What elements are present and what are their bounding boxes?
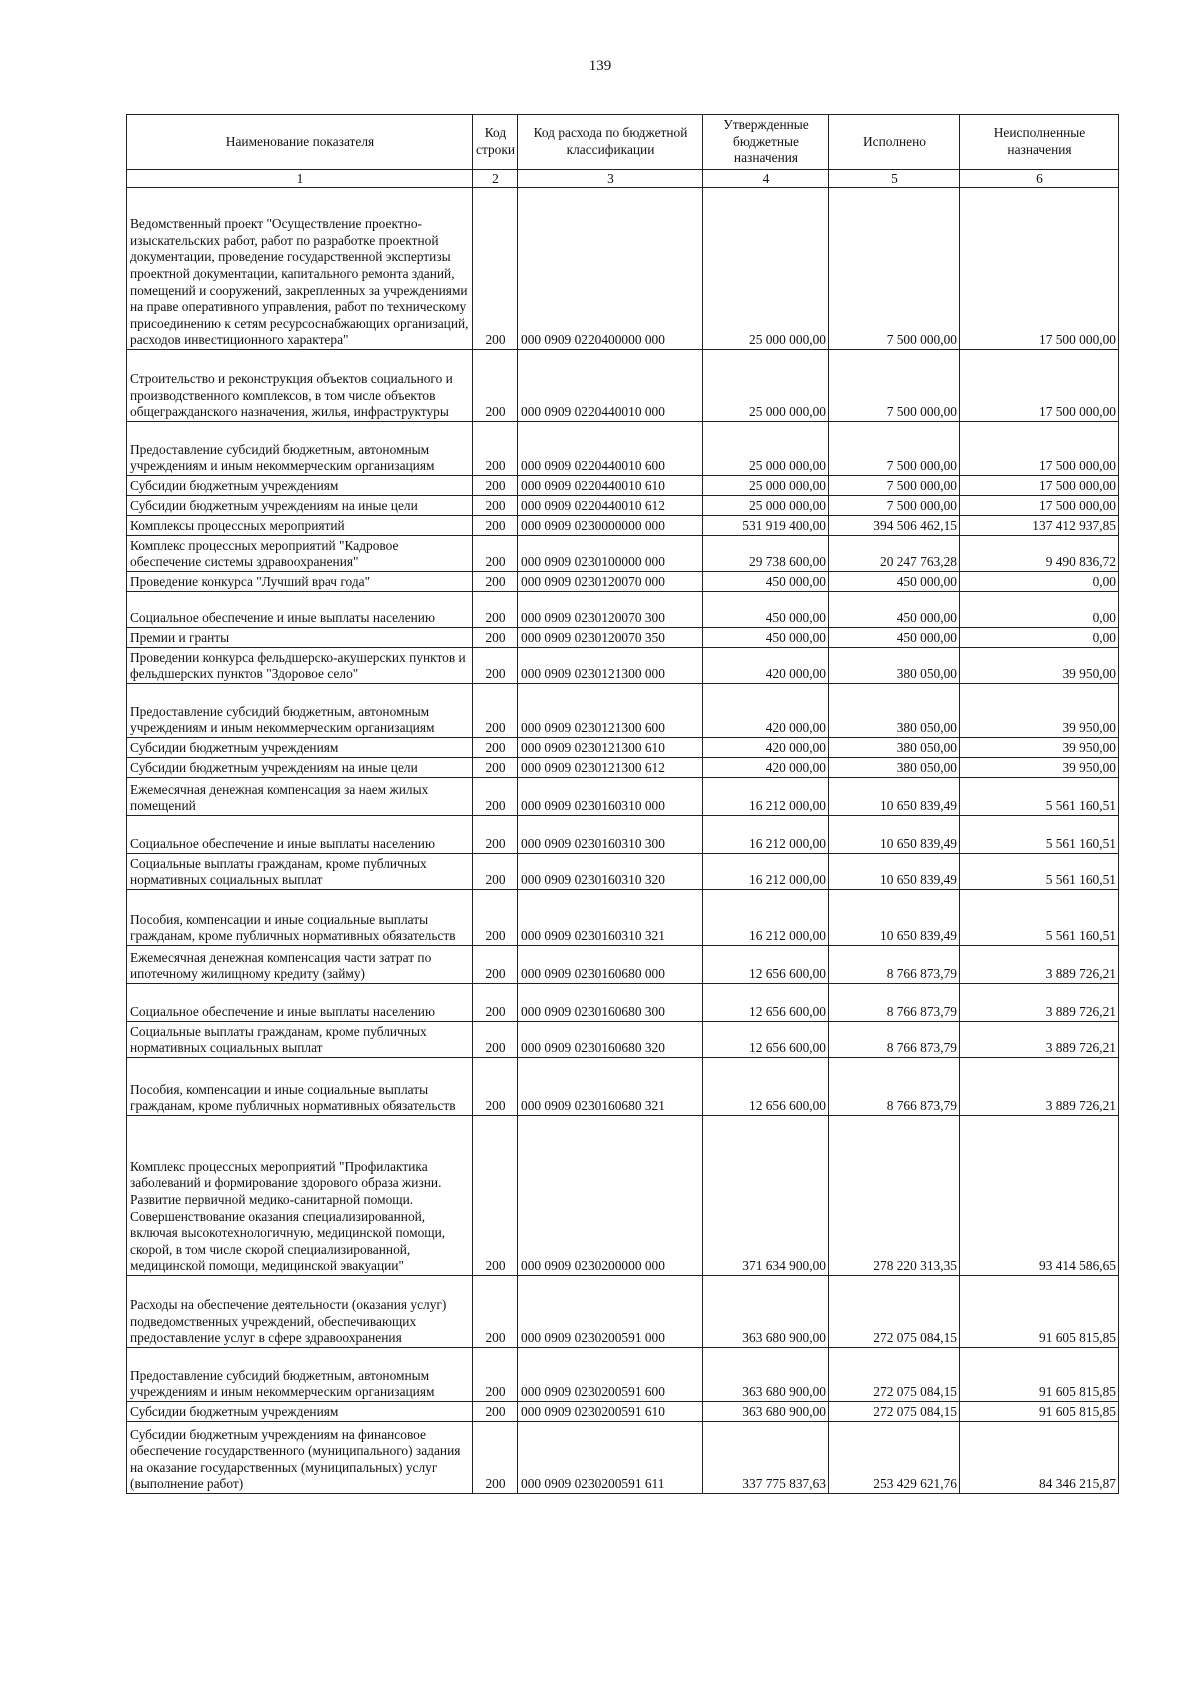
row-unexecuted-amount: 5 561 160,51 — [960, 778, 1119, 816]
row-name: Предоставление субсидий бюджетным, автономным учреждениям и иным некоммерческим организациям — [127, 422, 473, 476]
table-row — [127, 738, 1119, 758]
row-unexecuted-amount: 3 889 726,21 — [960, 1058, 1119, 1116]
row-approved-amount: 29 738 600,00 — [703, 536, 829, 572]
row-expense-code: 000 0909 0230121300 600 — [518, 684, 703, 738]
column-number: 6 — [960, 170, 1119, 188]
row-line-code: 200 — [473, 946, 518, 984]
row-line-code: 200 — [473, 628, 518, 648]
header-expense-code: Код расхода по бюджетной классификации — [518, 115, 703, 170]
row-unexecuted-amount: 17 500 000,00 — [960, 188, 1119, 350]
table-row — [127, 592, 1119, 628]
table-row — [127, 984, 1119, 1022]
row-name: Социальное обеспечение и иные выплаты населению — [127, 984, 473, 1022]
row-unexecuted-amount: 93 414 586,65 — [960, 1116, 1119, 1276]
table-header-row — [127, 115, 1119, 170]
row-expense-code: 000 0909 0220440010 610 — [518, 476, 703, 496]
row-line-code: 200 — [473, 648, 518, 684]
table-row — [127, 1348, 1119, 1402]
table-row — [127, 1422, 1119, 1494]
row-unexecuted-amount: 3 889 726,21 — [960, 1022, 1119, 1058]
row-line-code: 200 — [473, 422, 518, 476]
row-line-code: 200 — [473, 1402, 518, 1422]
row-approved-amount: 450 000,00 — [703, 572, 829, 592]
row-name: Строительство и реконструкция объектов социального и производственного комплексов, в том числе объектов общегражданского назначения, жилья, инфраструктуры — [127, 350, 473, 422]
table-row — [127, 516, 1119, 536]
row-line-code: 200 — [473, 1422, 518, 1494]
table-row — [127, 648, 1119, 684]
row-expense-code: 000 0909 0230121300 612 — [518, 758, 703, 778]
row-executed-amount: 7 500 000,00 — [829, 350, 960, 422]
row-line-code: 200 — [473, 350, 518, 422]
row-executed-amount: 7 500 000,00 — [829, 188, 960, 350]
row-line-code: 200 — [473, 476, 518, 496]
page-number: 139 — [588, 58, 612, 74]
row-name: Предоставление субсидий бюджетным, автономным учреждениям и иным некоммерческим организациям — [127, 1348, 473, 1402]
row-name: Предоставление субсидий бюджетным, автономным учреждениям и иным некоммерческим организациям — [127, 684, 473, 738]
row-name: Субсидии бюджетным учреждениям — [127, 1402, 473, 1422]
row-approved-amount: 363 680 900,00 — [703, 1276, 829, 1348]
row-line-code: 200 — [473, 592, 518, 628]
row-line-code: 200 — [473, 1276, 518, 1348]
row-unexecuted-amount: 17 500 000,00 — [960, 476, 1119, 496]
row-approved-amount: 12 656 600,00 — [703, 1022, 829, 1058]
row-unexecuted-amount: 0,00 — [960, 628, 1119, 648]
row-expense-code: 000 0909 0230120070 350 — [518, 628, 703, 648]
row-unexecuted-amount: 5 561 160,51 — [960, 854, 1119, 890]
row-executed-amount: 278 220 313,35 — [829, 1116, 960, 1276]
table-row — [127, 422, 1119, 476]
table-row — [127, 854, 1119, 890]
row-executed-amount: 10 650 839,49 — [829, 854, 960, 890]
header-approved: Утвержденные бюджетные назначения — [703, 115, 829, 170]
row-name: Ежемесячная денежная компенсация за наем жилых помещений — [127, 778, 473, 816]
row-expense-code: 000 0909 0230000000 000 — [518, 516, 703, 536]
header-unexecuted: Неисполненные назначения — [960, 115, 1119, 170]
header-indicator-name: Наименование показателя — [127, 115, 473, 170]
row-line-code: 200 — [473, 516, 518, 536]
row-approved-amount: 25 000 000,00 — [703, 350, 829, 422]
row-name: Субсидии бюджетным учреждениям на иные цели — [127, 496, 473, 516]
row-unexecuted-amount: 5 561 160,51 — [960, 890, 1119, 946]
row-expense-code: 000 0909 0230200591 611 — [518, 1422, 703, 1494]
row-expense-code: 000 0909 0230100000 000 — [518, 536, 703, 572]
row-expense-code: 000 0909 0230160310 321 — [518, 890, 703, 946]
row-executed-amount: 394 506 462,15 — [829, 516, 960, 536]
row-line-code: 200 — [473, 1116, 518, 1276]
row-executed-amount: 272 075 084,15 — [829, 1348, 960, 1402]
row-executed-amount: 8 766 873,79 — [829, 1058, 960, 1116]
table-row — [127, 816, 1119, 854]
row-executed-amount: 450 000,00 — [829, 592, 960, 628]
row-executed-amount: 10 650 839,49 — [829, 816, 960, 854]
table-row — [127, 758, 1119, 778]
row-approved-amount: 420 000,00 — [703, 684, 829, 738]
table-row — [127, 536, 1119, 572]
table-row — [127, 1116, 1119, 1276]
header-line-code: Код строки — [473, 115, 518, 170]
row-executed-amount: 7 500 000,00 — [829, 496, 960, 516]
table-row — [127, 1058, 1119, 1116]
row-expense-code: 000 0909 0220440010 612 — [518, 496, 703, 516]
row-executed-amount: 380 050,00 — [829, 738, 960, 758]
row-line-code: 200 — [473, 1348, 518, 1402]
table-row — [127, 496, 1119, 516]
row-unexecuted-amount: 91 605 815,85 — [960, 1348, 1119, 1402]
header-executed: Исполнено — [829, 115, 960, 170]
row-executed-amount: 7 500 000,00 — [829, 422, 960, 476]
row-expense-code: 000 0909 0230120070 300 — [518, 592, 703, 628]
table-row — [127, 778, 1119, 816]
column-number: 2 — [473, 170, 518, 188]
row-unexecuted-amount: 91 605 815,85 — [960, 1402, 1119, 1422]
row-executed-amount: 7 500 000,00 — [829, 476, 960, 496]
row-expense-code: 000 0909 0230120070 000 — [518, 572, 703, 592]
table-row — [127, 1022, 1119, 1058]
row-unexecuted-amount: 0,00 — [960, 572, 1119, 592]
row-executed-amount: 272 075 084,15 — [829, 1402, 960, 1422]
row-expense-code: 000 0909 0230160680 321 — [518, 1058, 703, 1116]
row-line-code: 200 — [473, 890, 518, 946]
row-line-code: 200 — [473, 684, 518, 738]
row-line-code: 200 — [473, 572, 518, 592]
row-unexecuted-amount: 17 500 000,00 — [960, 496, 1119, 516]
row-approved-amount: 25 000 000,00 — [703, 188, 829, 350]
row-line-code: 200 — [473, 816, 518, 854]
row-executed-amount: 8 766 873,79 — [829, 984, 960, 1022]
row-name: Комплекс процессных мероприятий "Кадровое обеспечение системы здравоохранения" — [127, 536, 473, 572]
row-executed-amount: 8 766 873,79 — [829, 946, 960, 984]
row-approved-amount: 450 000,00 — [703, 592, 829, 628]
row-expense-code: 000 0909 0230160680 320 — [518, 1022, 703, 1058]
row-approved-amount: 420 000,00 — [703, 758, 829, 778]
table-row — [127, 350, 1119, 422]
row-expense-code: 000 0909 0230200000 000 — [518, 1116, 703, 1276]
row-expense-code: 000 0909 0220400000 000 — [518, 188, 703, 350]
row-name: Ведомственный проект "Осуществление проектно-изыскательских работ, работ по разработке проектной документации, проведение государственной экспертизы проектной документации, капитального ремонта зданий, помещений и сооружений, закрепленных за учреждениями на праве оперативного управления, работ по техническому присоединению к сетям ресурсоснабжающих организаций, расходов инвестиционного характера" — [127, 188, 473, 350]
table-row — [127, 628, 1119, 648]
table-row — [127, 572, 1119, 592]
row-unexecuted-amount: 84 346 215,87 — [960, 1422, 1119, 1494]
row-approved-amount: 16 212 000,00 — [703, 778, 829, 816]
row-name: Социальные выплаты гражданам, кроме публичных нормативных социальных выплат — [127, 1022, 473, 1058]
table-row — [127, 946, 1119, 984]
row-executed-amount: 272 075 084,15 — [829, 1276, 960, 1348]
column-number: 1 — [127, 170, 473, 188]
row-line-code: 200 — [473, 188, 518, 350]
row-unexecuted-amount: 39 950,00 — [960, 648, 1119, 684]
row-executed-amount: 380 050,00 — [829, 758, 960, 778]
table-row — [127, 476, 1119, 496]
row-approved-amount: 363 680 900,00 — [703, 1402, 829, 1422]
row-approved-amount: 16 212 000,00 — [703, 890, 829, 946]
row-executed-amount: 380 050,00 — [829, 648, 960, 684]
row-approved-amount: 420 000,00 — [703, 738, 829, 758]
column-number: 3 — [518, 170, 703, 188]
row-unexecuted-amount: 39 950,00 — [960, 684, 1119, 738]
column-number: 4 — [703, 170, 829, 188]
row-expense-code: 000 0909 0230200591 600 — [518, 1348, 703, 1402]
row-expense-code: 000 0909 0230160680 300 — [518, 984, 703, 1022]
row-line-code: 200 — [473, 778, 518, 816]
row-expense-code: 000 0909 0230160310 300 — [518, 816, 703, 854]
row-approved-amount: 16 212 000,00 — [703, 854, 829, 890]
row-name: Пособия, компенсации и иные социальные выплаты гражданам, кроме публичных нормативных обязательств — [127, 1058, 473, 1116]
row-executed-amount: 380 050,00 — [829, 684, 960, 738]
row-expense-code: 000 0909 0230160310 320 — [518, 854, 703, 890]
row-unexecuted-amount: 17 500 000,00 — [960, 422, 1119, 476]
row-unexecuted-amount: 39 950,00 — [960, 758, 1119, 778]
row-line-code: 200 — [473, 536, 518, 572]
row-expense-code: 000 0909 0230200591 000 — [518, 1276, 703, 1348]
table-row — [127, 188, 1119, 350]
row-expense-code: 000 0909 0220440010 600 — [518, 422, 703, 476]
row-executed-amount: 20 247 763,28 — [829, 536, 960, 572]
table-row — [127, 890, 1119, 946]
row-name: Субсидии бюджетным учреждениям на иные цели — [127, 758, 473, 778]
budget-execution-table — [126, 114, 1119, 1494]
row-executed-amount: 10 650 839,49 — [829, 890, 960, 946]
row-name: Социальное обеспечение и иные выплаты населению — [127, 816, 473, 854]
row-approved-amount: 12 656 600,00 — [703, 1058, 829, 1116]
row-expense-code: 000 0909 0220440010 000 — [518, 350, 703, 422]
row-unexecuted-amount: 91 605 815,85 — [960, 1276, 1119, 1348]
row-line-code: 200 — [473, 738, 518, 758]
row-expense-code: 000 0909 0230200591 610 — [518, 1402, 703, 1422]
row-unexecuted-amount: 39 950,00 — [960, 738, 1119, 758]
row-name: Субсидии бюджетным учреждениям — [127, 738, 473, 758]
row-approved-amount: 531 919 400,00 — [703, 516, 829, 536]
row-approved-amount: 25 000 000,00 — [703, 422, 829, 476]
row-name: Социальные выплаты гражданам, кроме публичных нормативных социальных выплат — [127, 854, 473, 890]
row-name: Проведение конкурса "Лучший врач года" — [127, 572, 473, 592]
row-name: Пособия, компенсации и иные социальные выплаты гражданам, кроме публичных нормативных обязательств — [127, 890, 473, 946]
row-executed-amount: 450 000,00 — [829, 572, 960, 592]
column-number-row — [127, 170, 1119, 188]
row-expense-code: 000 0909 0230160310 000 — [518, 778, 703, 816]
row-line-code: 200 — [473, 496, 518, 516]
row-name: Ежемесячная денежная компенсация части затрат по ипотечному жилищному кредиту (займу) — [127, 946, 473, 984]
row-name: Расходы на обеспечение деятельности (оказания услуг) подведомственных учреждений, обеспечивающих предоставление услуг в сфере здравоохранения — [127, 1276, 473, 1348]
row-executed-amount: 450 000,00 — [829, 628, 960, 648]
row-approved-amount: 450 000,00 — [703, 628, 829, 648]
row-name: Комплекс процессных мероприятий "Профилактика заболеваний и формирование здорового образа жизни. Развитие первичной медико-санитарной помощи. Совершенствование оказания специализированной, включая высокотехнологичную, медицинской помощи, скорой, в том числе скорой специализированной, медицинской помощи, медицинской эвакуации" — [127, 1116, 473, 1276]
row-line-code: 200 — [473, 1058, 518, 1116]
row-unexecuted-amount: 0,00 — [960, 592, 1119, 628]
row-name: Субсидии бюджетным учреждениям на финансовое обеспечение государственного (муниципального) задания на оказание государственных (муниципальных) услуг (выполнение работ) — [127, 1422, 473, 1494]
row-executed-amount: 10 650 839,49 — [829, 778, 960, 816]
row-line-code: 200 — [473, 854, 518, 890]
row-approved-amount: 420 000,00 — [703, 648, 829, 684]
row-approved-amount: 12 656 600,00 — [703, 984, 829, 1022]
row-line-code: 200 — [473, 1022, 518, 1058]
row-expense-code: 000 0909 0230160680 000 — [518, 946, 703, 984]
row-approved-amount: 337 775 837,63 — [703, 1422, 829, 1494]
row-unexecuted-amount: 137 412 937,85 — [960, 516, 1119, 536]
row-approved-amount: 25 000 000,00 — [703, 476, 829, 496]
row-unexecuted-amount: 17 500 000,00 — [960, 350, 1119, 422]
row-unexecuted-amount: 5 561 160,51 — [960, 816, 1119, 854]
table-row — [127, 684, 1119, 738]
row-name: Социальное обеспечение и иные выплаты населению — [127, 592, 473, 628]
row-unexecuted-amount: 9 490 836,72 — [960, 536, 1119, 572]
row-name: Субсидии бюджетным учреждениям — [127, 476, 473, 496]
row-expense-code: 000 0909 0230121300 000 — [518, 648, 703, 684]
row-approved-amount: 12 656 600,00 — [703, 946, 829, 984]
row-name: Премии и гранты — [127, 628, 473, 648]
row-executed-amount: 253 429 621,76 — [829, 1422, 960, 1494]
row-approved-amount: 371 634 900,00 — [703, 1116, 829, 1276]
table-row — [127, 1276, 1119, 1348]
row-unexecuted-amount: 3 889 726,21 — [960, 946, 1119, 984]
row-executed-amount: 8 766 873,79 — [829, 1022, 960, 1058]
row-expense-code: 000 0909 0230121300 610 — [518, 738, 703, 758]
row-approved-amount: 16 212 000,00 — [703, 816, 829, 854]
row-line-code: 200 — [473, 984, 518, 1022]
row-name: Проведении конкурса фельдшерско-акушерских пунктов и фельдшерских пунктов "Здоровое село" — [127, 648, 473, 684]
row-line-code: 200 — [473, 758, 518, 778]
row-name: Комплексы процессных мероприятий — [127, 516, 473, 536]
row-unexecuted-amount: 3 889 726,21 — [960, 984, 1119, 1022]
row-approved-amount: 25 000 000,00 — [703, 496, 829, 516]
column-number: 5 — [829, 170, 960, 188]
row-approved-amount: 363 680 900,00 — [703, 1348, 829, 1402]
table-row — [127, 1402, 1119, 1422]
